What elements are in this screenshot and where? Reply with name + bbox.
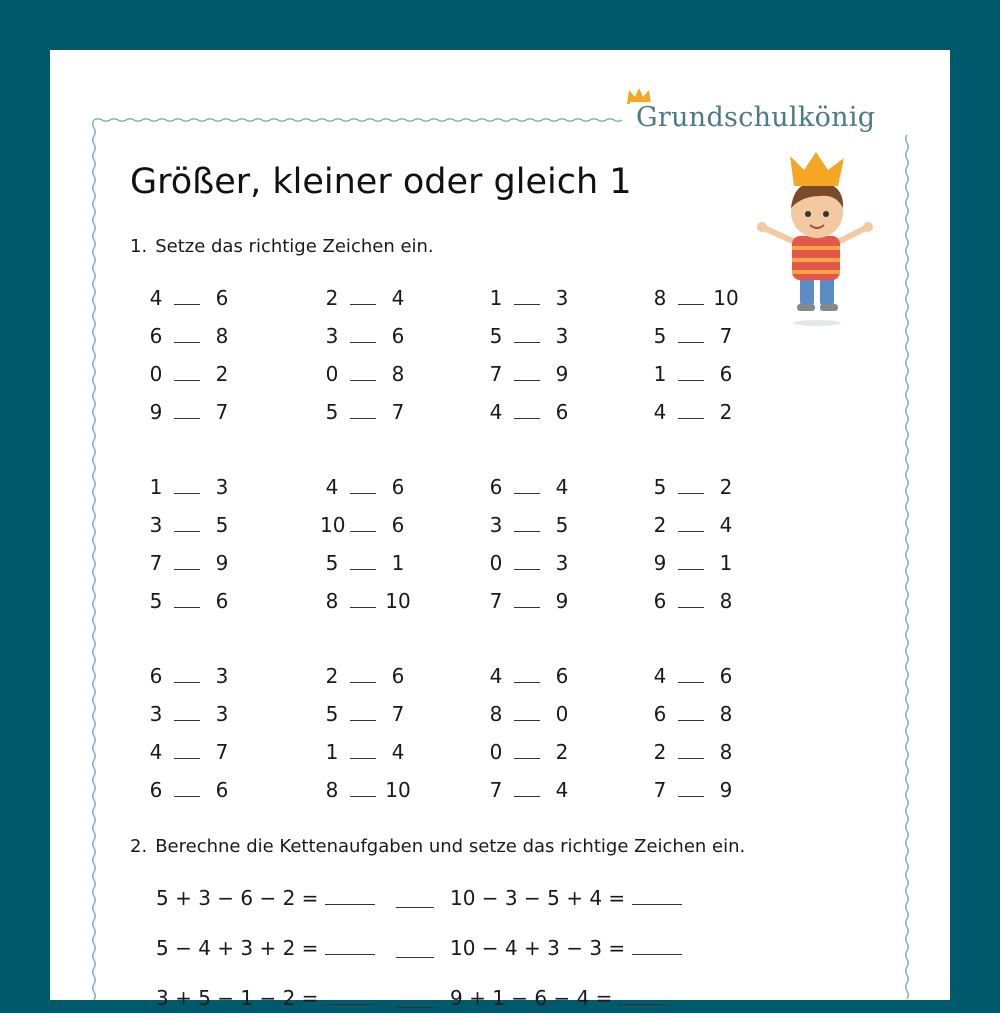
chain-expression: 5 + 3 − 6 − 2 = <box>156 886 325 910</box>
comparison-item <box>320 359 416 389</box>
comparison-blank[interactable] <box>396 1007 434 1008</box>
answer-blank[interactable] <box>350 342 376 343</box>
right-number: 4 <box>719 513 733 537</box>
comparison-item <box>484 586 580 616</box>
right-number: 6 <box>391 513 405 537</box>
right-number: 4 <box>555 778 569 802</box>
result-blank[interactable] <box>325 936 375 955</box>
right-number: 8 <box>215 324 229 348</box>
right-number: 0 <box>555 702 569 726</box>
answer-blank[interactable] <box>174 607 200 608</box>
right-number: 7 <box>215 400 229 424</box>
comparison-item <box>484 283 580 313</box>
comparison-item <box>144 737 240 767</box>
right-number: 3 <box>555 551 569 575</box>
chain-expression: 10 − 4 + 3 − 3 = <box>450 936 632 960</box>
left-number: 7 <box>489 362 503 386</box>
left-number: 5 <box>325 551 339 575</box>
left-number: 8 <box>489 702 503 726</box>
comparison-item <box>484 359 580 389</box>
answer-blank[interactable] <box>350 720 376 721</box>
left-number: 5 <box>149 589 163 613</box>
left-number: 4 <box>149 740 163 764</box>
left-number: 2 <box>653 513 667 537</box>
answer-blank[interactable] <box>514 720 540 721</box>
answer-blank[interactable] <box>174 418 200 419</box>
right-number: 2 <box>215 362 229 386</box>
right-number: 8 <box>719 740 733 764</box>
answer-blank[interactable] <box>350 531 376 532</box>
left-number: 6 <box>149 324 163 348</box>
comparison-item <box>320 510 416 540</box>
answer-blank[interactable] <box>350 758 376 759</box>
left-number: 4 <box>653 664 667 688</box>
right-number: 7 <box>719 324 733 348</box>
comparison-item <box>320 472 416 502</box>
right-number: 5 <box>215 513 229 537</box>
chain-task-right <box>450 933 682 963</box>
comparison-item <box>648 321 744 351</box>
comparison-item <box>648 283 744 313</box>
answer-blank[interactable] <box>514 380 540 381</box>
result-blank[interactable] <box>325 886 375 905</box>
comparison-blank[interactable] <box>396 907 434 908</box>
comparison-item <box>648 661 744 691</box>
result-blank[interactable] <box>325 986 375 1005</box>
comparison-item <box>484 775 580 805</box>
answer-blank[interactable] <box>174 569 200 570</box>
chain-task-right <box>450 883 682 913</box>
comparison-item <box>144 548 240 578</box>
comparison-item <box>484 548 580 578</box>
comparison-item <box>320 737 416 767</box>
comparison-item <box>320 661 416 691</box>
left-number: 6 <box>653 589 667 613</box>
right-number: 6 <box>391 475 405 499</box>
left-number: 5 <box>325 702 339 726</box>
task2-text: Berechne die Kettenaufgaben und setze das richtige Zeichen ein. <box>155 836 746 857</box>
comparison-item <box>320 548 416 578</box>
comparison-item <box>144 472 240 502</box>
right-number: 8 <box>391 362 405 386</box>
mascot-boy-illustration <box>750 150 880 330</box>
answer-blank[interactable] <box>678 607 704 608</box>
left-number: 4 <box>489 664 503 688</box>
chain-task-left <box>156 883 375 913</box>
comparison-item <box>144 586 240 616</box>
right-number: 6 <box>391 664 405 688</box>
right-number: 6 <box>215 286 229 310</box>
left-number: 4 <box>489 400 503 424</box>
task2-number: 2. <box>130 836 148 857</box>
left-number: 6 <box>149 778 163 802</box>
comparison-item <box>648 548 744 578</box>
left-number: 3 <box>149 702 163 726</box>
left-number: 5 <box>489 324 503 348</box>
right-number: 6 <box>215 589 229 613</box>
left-number: 3 <box>489 513 503 537</box>
comparison-item <box>484 472 580 502</box>
left-number: 5 <box>653 475 667 499</box>
right-number: 1 <box>719 551 733 575</box>
task1-text: Setze das richtige Zeichen ein. <box>155 236 434 257</box>
right-number: 6 <box>215 778 229 802</box>
right-number: 3 <box>215 664 229 688</box>
comparison-item <box>144 397 240 427</box>
answer-blank[interactable] <box>174 720 200 721</box>
answer-blank[interactable] <box>514 758 540 759</box>
left-number: 4 <box>149 286 163 310</box>
left-number: 7 <box>149 551 163 575</box>
right-number: 2 <box>555 740 569 764</box>
left-number: 7 <box>653 778 667 802</box>
answer-blank[interactable] <box>514 342 540 343</box>
answer-blank[interactable] <box>350 607 376 608</box>
comparison-item <box>648 775 744 805</box>
comparison-item <box>144 775 240 805</box>
comparison-item <box>484 510 580 540</box>
comparison-item <box>144 359 240 389</box>
right-number: 10 <box>385 589 411 613</box>
answer-blank[interactable] <box>350 682 376 683</box>
comparison-item <box>144 283 240 313</box>
answer-blank[interactable] <box>514 682 540 683</box>
comparison-item <box>484 661 580 691</box>
comparison-item <box>320 397 416 427</box>
answer-blank[interactable] <box>174 531 200 532</box>
answer-blank[interactable] <box>350 796 376 797</box>
answer-blank[interactable] <box>350 418 376 419</box>
left-number: 5 <box>325 400 339 424</box>
left-number: 8 <box>325 589 339 613</box>
answer-blank[interactable] <box>174 682 200 683</box>
right-number: 6 <box>719 362 733 386</box>
left-number: 10 <box>320 513 346 537</box>
left-number: 2 <box>653 740 667 764</box>
comparison-item <box>484 699 580 729</box>
right-number: 2 <box>719 475 733 499</box>
left-number: 0 <box>489 551 503 575</box>
right-number: 9 <box>555 362 569 386</box>
right-number: 4 <box>555 475 569 499</box>
comparison-item <box>648 586 744 616</box>
comparison-item <box>648 397 744 427</box>
left-number: 8 <box>653 286 667 310</box>
comparison-item <box>144 699 240 729</box>
left-number: 4 <box>653 400 667 424</box>
answer-blank[interactable] <box>174 380 200 381</box>
left-number: 1 <box>325 740 339 764</box>
left-number: 7 <box>489 778 503 802</box>
right-number: 7 <box>215 740 229 764</box>
worksheet-title: Größer, kleiner oder gleich 1 <box>130 162 632 202</box>
left-number: 5 <box>653 324 667 348</box>
left-number: 8 <box>325 778 339 802</box>
right-number: 6 <box>555 664 569 688</box>
answer-blank[interactable] <box>678 531 704 532</box>
right-number: 3 <box>555 324 569 348</box>
left-number: 7 <box>489 589 503 613</box>
answer-blank[interactable] <box>174 304 200 305</box>
answer-blank[interactable] <box>174 796 200 797</box>
answer-blank[interactable] <box>514 569 540 570</box>
brand-logo: Grundschulkönig <box>630 102 881 133</box>
comparison-item <box>648 699 744 729</box>
answer-blank[interactable] <box>678 758 704 759</box>
right-number: 10 <box>713 286 739 310</box>
right-number: 7 <box>391 400 405 424</box>
comparison-item <box>648 472 744 502</box>
comparison-item <box>320 321 416 351</box>
left-number: 2 <box>325 286 339 310</box>
task1-number: 1. <box>130 236 148 257</box>
right-number: 3 <box>555 286 569 310</box>
right-number: 3 <box>215 702 229 726</box>
answer-blank[interactable] <box>174 758 200 759</box>
answer-blank[interactable] <box>174 493 200 494</box>
answer-blank[interactable] <box>350 569 376 570</box>
right-number: 7 <box>391 702 405 726</box>
task2-instruction <box>130 836 745 857</box>
answer-blank[interactable] <box>678 304 704 305</box>
comparison-item <box>144 321 240 351</box>
result-blank[interactable] <box>632 936 682 955</box>
answer-blank[interactable] <box>514 418 540 419</box>
left-number: 3 <box>325 324 339 348</box>
answer-blank[interactable] <box>514 531 540 532</box>
left-number: 1 <box>149 475 163 499</box>
left-number: 0 <box>325 362 339 386</box>
comparison-item <box>320 586 416 616</box>
left-number: 9 <box>653 551 667 575</box>
left-number: 6 <box>489 475 503 499</box>
chain-expression: 10 − 3 − 5 + 4 = <box>450 886 632 910</box>
answer-blank[interactable] <box>174 342 200 343</box>
comparison-item <box>648 737 744 767</box>
comparison-item <box>484 397 580 427</box>
answer-blank[interactable] <box>514 304 540 305</box>
chain-expression: 3 + 5 − 1 − 2 = <box>156 986 325 1010</box>
answer-blank[interactable] <box>514 607 540 608</box>
left-number: 3 <box>149 513 163 537</box>
left-number: 6 <box>653 702 667 726</box>
answer-blank[interactable] <box>350 380 376 381</box>
comparison-item <box>648 359 744 389</box>
right-number: 3 <box>215 475 229 499</box>
right-number: 9 <box>719 778 733 802</box>
left-number: 4 <box>325 475 339 499</box>
comparison-item <box>144 510 240 540</box>
comparison-blank[interactable] <box>396 957 434 958</box>
answer-blank[interactable] <box>678 682 704 683</box>
right-number: 4 <box>391 286 405 310</box>
comparison-item <box>320 283 416 313</box>
chain-expression: 9 + 1 − 6 − 4 = <box>450 986 619 1010</box>
worksheet-page <box>50 50 950 1010</box>
answer-blank[interactable] <box>678 569 704 570</box>
comparison-item <box>144 661 240 691</box>
left-number: 9 <box>149 400 163 424</box>
chain-expression: 5 − 4 + 3 + 2 = <box>156 936 325 960</box>
right-number: 6 <box>719 664 733 688</box>
answer-blank[interactable] <box>678 720 704 721</box>
comparison-item <box>320 699 416 729</box>
answer-blank[interactable] <box>514 796 540 797</box>
right-number: 4 <box>391 740 405 764</box>
result-blank[interactable] <box>632 886 682 905</box>
right-number: 8 <box>719 589 733 613</box>
left-number: 1 <box>653 362 667 386</box>
chain-task-left <box>156 983 375 1013</box>
right-number: 6 <box>391 324 405 348</box>
answer-blank[interactable] <box>350 493 376 494</box>
right-number: 2 <box>719 400 733 424</box>
right-number: 10 <box>385 778 411 802</box>
left-number: 0 <box>149 362 163 386</box>
comparison-item <box>320 775 416 805</box>
left-number: 1 <box>489 286 503 310</box>
result-blank[interactable] <box>619 986 669 1005</box>
answer-blank[interactable] <box>514 493 540 494</box>
comparison-item <box>648 510 744 540</box>
left-number: 6 <box>149 664 163 688</box>
right-number: 9 <box>215 551 229 575</box>
answer-blank[interactable] <box>678 418 704 419</box>
chain-task-right <box>450 983 669 1013</box>
left-number: 2 <box>325 664 339 688</box>
right-number: 9 <box>555 589 569 613</box>
right-number: 5 <box>555 513 569 537</box>
answer-blank[interactable] <box>678 380 704 381</box>
chain-task-left <box>156 933 375 963</box>
comparison-item <box>484 737 580 767</box>
answer-blank[interactable] <box>678 342 704 343</box>
answer-blank[interactable] <box>678 796 704 797</box>
right-number: 8 <box>719 702 733 726</box>
answer-blank[interactable] <box>678 493 704 494</box>
right-number: 1 <box>391 551 405 575</box>
comparison-item <box>484 321 580 351</box>
answer-blank[interactable] <box>350 304 376 305</box>
left-number: 0 <box>489 740 503 764</box>
right-number: 6 <box>555 400 569 424</box>
task1-instruction <box>130 236 434 257</box>
